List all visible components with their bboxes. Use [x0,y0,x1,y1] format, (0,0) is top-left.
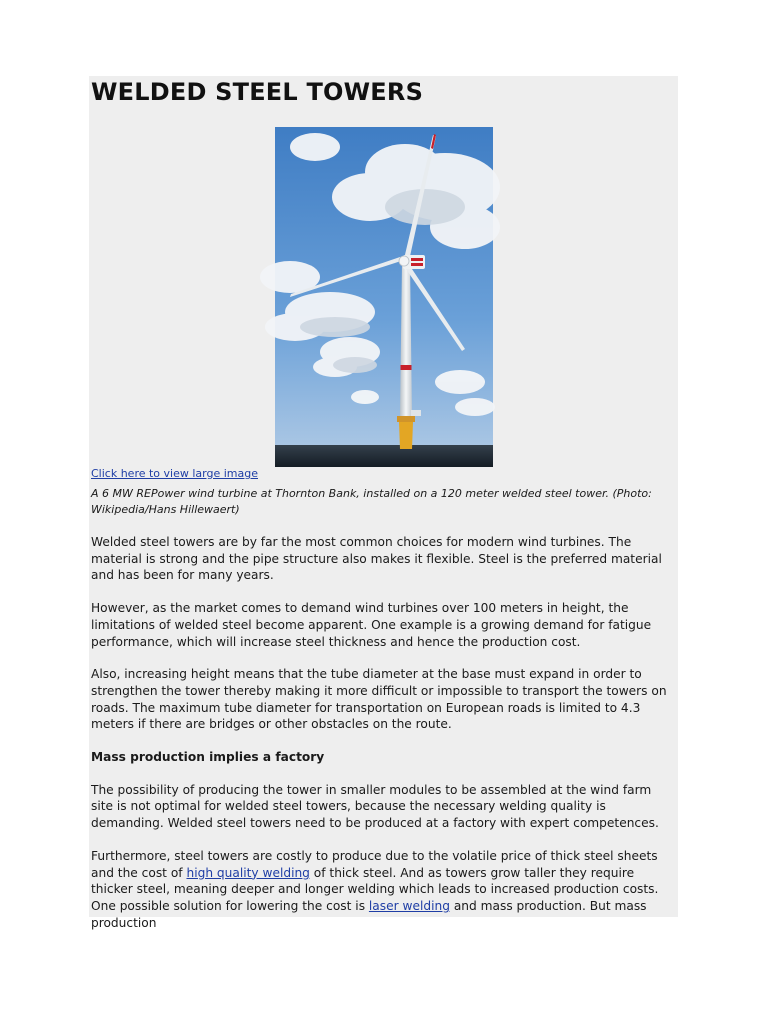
paragraph-5-text-2: of thick steel. And as towers grow taller they require thicker steel, meaning deeper and longer welding which leads to increased production costs. One possible solution for lowering the cost is [91,865,659,913]
high-quality-welding-link[interactable]: high quality welding [186,865,310,880]
image-caption: A 6 MW REPower wind turbine at Thornton Bank, installed on a 120 meter welded steel tower. (Photo: Wikipedia/Hans Hillewaert) [91,487,652,516]
wind-turbine-photo[interactable] [275,127,493,467]
paragraph-5-text-3: and mass production. But mass production [91,898,647,930]
paragraph-2: However, as the market comes to demand wind turbines over 100 meters in height, the limitations of welded steel become apparent. One example is a growing demand for fatigue performance, which will increase steel thickness and hence the production cost. [91,601,652,649]
wind-turbine-illustration [275,127,493,467]
paragraph-3: Also, increasing height means that the tube diameter at the base must expand in order to strengthen the tower thereby making it more difficult or impossible to transport the towers on roads. The maximum tube diameter for transportation on European roads is limited to 4.3 meters if there are bridges or other obstacles on the route. [91,667,667,732]
paragraph-5-text-1: Furthermore, steel towers are costly to produce due to the volatile price of thick steel sheets and the cost of [91,848,658,880]
view-large-image-link[interactable]: Click here to view large image [91,467,258,480]
paragraph-5 [91,848,677,932]
paragraph-4: The possibility of producing the tower in smaller modules to be assembled at the wind farm site is not optimal for welded steel towers, because the necessary welding quality is demanding. Welded steel towers need to be produced at a factory with expert competences. [91,782,659,831]
section-heading: Mass production implies a factory [91,750,325,765]
article-page [89,76,678,930]
page-title: WELDED STEEL TOWERS [91,78,424,106]
article-body [91,466,677,931]
laser-welding-link[interactable]: laser welding [368,898,450,913]
paragraph-1: Welded steel towers are by far the most common choices for modern wind turbines. The material is strong and the pipe structure also makes it flexible. Steel is the preferred material and has been for many years. [91,535,662,583]
